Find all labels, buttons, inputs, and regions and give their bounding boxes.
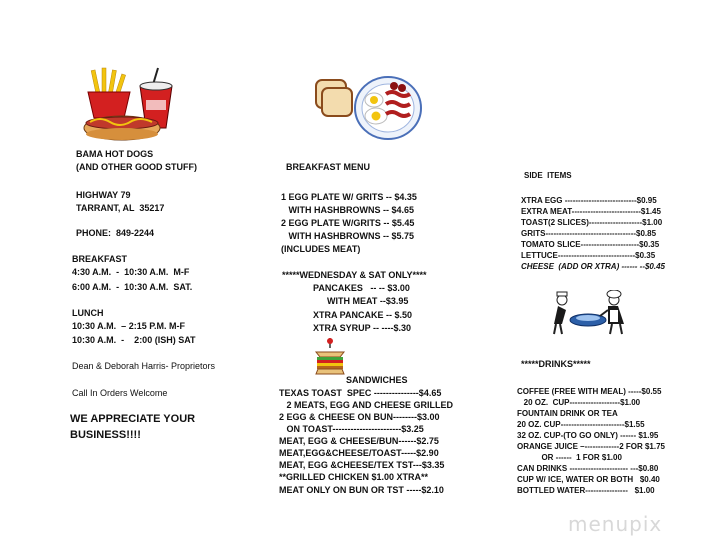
special-item: PANCAKES -- -- $3.00	[313, 283, 410, 293]
breakfast-item: 1 EGG PLATE W/ GRITS -- $4.35	[281, 192, 417, 202]
sandwich-illustration	[312, 338, 348, 378]
special-title: *****WEDNESDAY & SAT ONLY****	[282, 270, 427, 280]
drink-item: 32 OZ. CUP-(TO GO ONLY) ------ $1.95	[517, 431, 659, 440]
sandwich-item: 2 EGG & CHEESE ON BUN--------$3.00	[279, 412, 440, 422]
sandwich-item: **GRILLED CHICKEN $1.00 XTRA**	[279, 472, 429, 482]
sandwich-item: MEAT,EGG&CHEESE/TOAST-----$2.90	[279, 448, 439, 458]
special-item: WITH MEAT --$3.95	[327, 296, 409, 306]
breakfast-hours-weekday: 4:30 A.M. - 10:30 A.M. M-F	[72, 267, 190, 277]
lunch-hours-title: LUNCH	[72, 308, 104, 318]
sandwich-item: TEXAS TOAST SPEC ---------------$4.65	[279, 388, 442, 398]
side-item: TOMATO SLICE----------------------$0.35	[521, 240, 660, 249]
side-item: LETTUCE-----------------------------$0.35	[521, 251, 656, 260]
sandwich-item: 2 MEATS, EGG AND CHEESE GRILLED	[279, 400, 454, 410]
drink-item: 20 OZ. CUP-------------------$1.00	[517, 398, 641, 407]
drink-item: ORANGE JUICE –-------------2 FOR $1.75	[517, 442, 666, 451]
lunch-hours-weekday: 10:30 A.M. – 2:15 P.M. M-F	[72, 321, 186, 331]
breakfast-item: WITH HASHBROWNS -- $4.65	[281, 205, 415, 215]
restaurant-tagline: (AND OTHER GOOD STUFF)	[76, 162, 197, 172]
breakfast-item: 2 EGG PLATE W/GRITS -- $5.45	[281, 218, 415, 228]
sandwich-item: ON TOAST-----------------------$3.25	[279, 424, 424, 434]
breakfast-item: WITH HASHBROWNS -- $5.75	[281, 231, 415, 241]
drink-item: COFFEE (FREE WITH MEAL) -----$0.55	[517, 387, 662, 396]
drink-item: CAN DRINKS ---------------------- ---$0.80	[517, 464, 659, 473]
proprietors: Dean & Deborah Harris- Proprietors	[72, 361, 216, 371]
special-item: XTRA PANCAKE -- $.50	[313, 310, 413, 320]
drink-item: BOTTLED WATER---------------- $1.00	[517, 486, 655, 495]
side-items-title: SIDE ITEMS	[524, 171, 572, 180]
call-in-orders: Call In Orders Welcome	[72, 388, 168, 398]
side-item-cheese: CHEESE (ADD OR XTRA) ------ --$0.45	[521, 262, 666, 271]
side-item: TOAST(2 SLICES)--------------------$1.00	[521, 218, 663, 227]
appreciate-line-1: WE APPRECIATE YOUR	[70, 413, 196, 425]
restaurant-name: BAMA HOT DOGS	[76, 149, 154, 159]
breakfast-menu-title: BREAKFAST MENU	[286, 162, 371, 172]
chef-waiter-illustration	[548, 290, 634, 336]
sandwich-item: MEAT ONLY ON BUN OR TST -----$2.10	[279, 485, 444, 495]
side-item: EXTRA MEAT--------------------------$1.45	[521, 207, 661, 216]
drink-item: FOUNTAIN DRINK OR TEA	[517, 409, 618, 418]
appreciate-line-2: BUSINESS!!!!	[70, 429, 141, 441]
address-line-1: HIGHWAY 79	[76, 190, 131, 200]
drink-item: 20 OZ. CUP------------------------$1.55	[517, 420, 645, 429]
side-item: XTRA EGG ---------------------------$0.95	[521, 196, 657, 205]
breakfast-hours-saturday: 6:00 A.M. - 10:30 A.M. SAT.	[72, 282, 193, 292]
address-line-2: TARRANT, AL 35217	[76, 203, 165, 213]
breakfast-hours-title: BREAKFAST	[72, 254, 128, 264]
lunch-hours-saturday: 10:30 A.M. - 2:00 (ISH) SAT	[72, 335, 196, 345]
watermark: menupix	[568, 512, 663, 536]
hotdog-fries-drink-illustration	[80, 66, 182, 146]
breakfast-plate-illustration	[314, 72, 422, 142]
drinks-title: *****DRINKS*****	[521, 359, 591, 369]
sandwich-item: MEAT, EGG & CHEESE/BUN------$2.75	[279, 436, 439, 446]
sandwich-item: MEAT, EGG &CHEESE/TEX TST---$3.35	[279, 460, 445, 470]
special-item: XTRA SYRUP -- ----$.30	[313, 323, 412, 333]
side-item: GRITS----------------------------------$0.85	[521, 229, 657, 238]
drink-item: OR ------ 1 FOR $1.00	[517, 453, 622, 462]
drink-item: CUP W/ ICE, WATER OR BOTH $0.40	[517, 475, 660, 484]
sandwiches-title: SANDWICHES	[346, 375, 408, 385]
breakfast-item: (INCLUDES MEAT)	[281, 244, 361, 254]
phone-number: PHONE: 849-2244	[76, 228, 155, 238]
